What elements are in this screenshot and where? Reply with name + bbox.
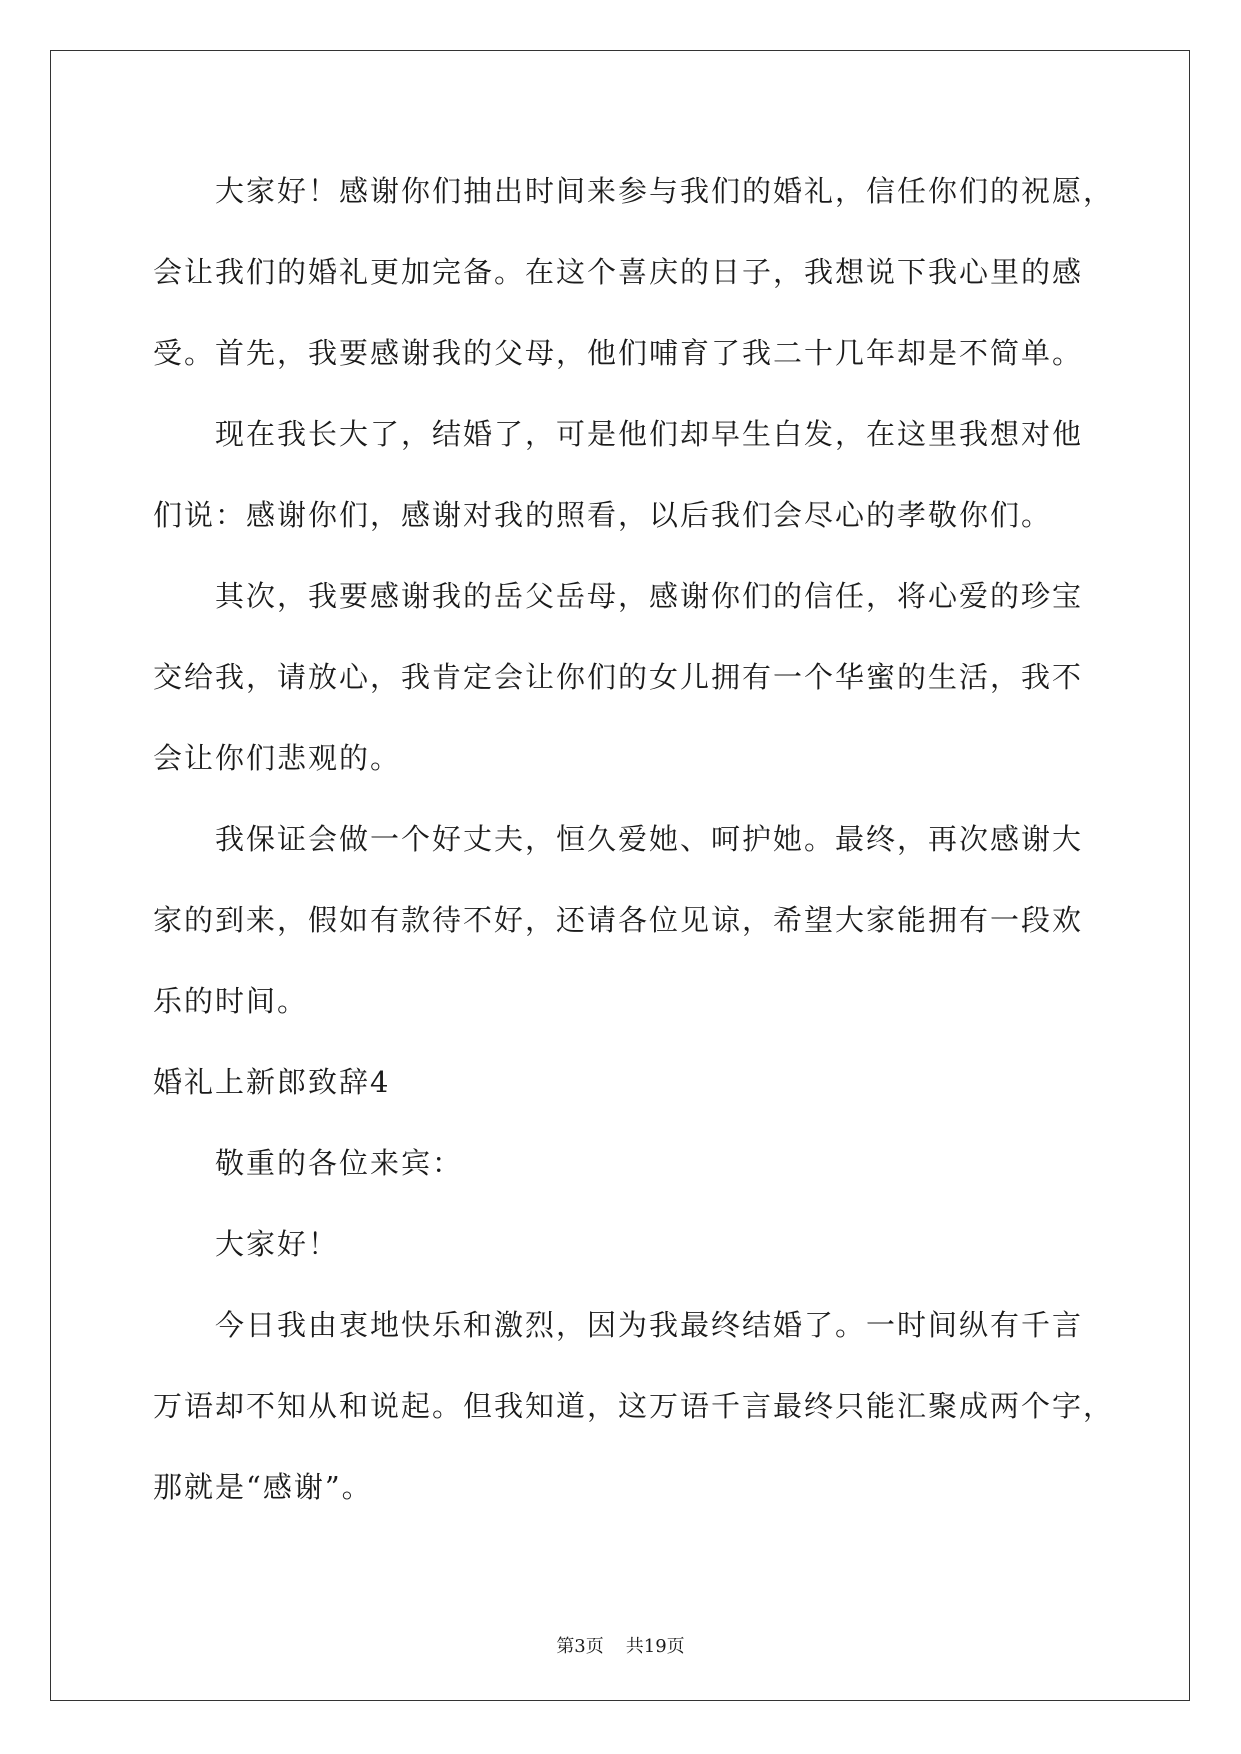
paragraph-line: 受。首先，我要感谢我的父母，他们哺育了我二十几年却是不简单。 [153,336,1084,370]
paragraph-line: 今日我由衷地快乐和激烈，因为我最终结婚了。一时间纵有千言 [215,1308,1084,1342]
paragraph-line: 我保证会做一个好丈夫，恒久爱她、呵护她。最终，再次感谢大 [215,822,1084,856]
page-border [50,50,1190,1701]
paragraph-line: 其次，我要感谢我的岳父岳母，感谢你们的信任，将心爱的珍宝 [215,579,1084,613]
paragraph-line: 会让我们的婚礼更加完备。在这个喜庆的日子，我想说下我心里的感 [153,255,1084,289]
page-number: 第3页 [556,1636,604,1657]
paragraph-line: 万语却不知从和说起。但我知道，这万语千言最终只能汇聚成两个字， [153,1389,1115,1423]
paragraph-line: 乐的时间。 [153,984,309,1018]
section-heading: 婚礼上新郎致辞4 [153,1065,391,1099]
paragraph-line: 大家好！感谢你们抽出时间来参与我们的婚礼，信任你们的祝愿， [215,174,1115,208]
paragraph-line: 会让你们悲观的。 [153,741,402,775]
paragraph-line: 家的到来，假如有款待不好，还请各位见谅，希望大家能拥有一段欢 [153,903,1084,937]
paragraph-line: 现在我长大了，结婚了，可是他们却早生白发，在这里我想对他 [215,417,1084,451]
paragraph-line: 那就是“感谢”。 [153,1470,373,1504]
greeting: 大家好！ [215,1227,340,1261]
page-footer [0,1632,1241,1658]
total-pages: 共19页 [625,1636,685,1657]
paragraph-line: 交给我，请放心，我肯定会让你们的女儿拥有一个华蜜的生活，我不 [153,660,1084,694]
paragraph-line: 们说：感谢你们，感谢对我的照看，以后我们会尽心的孝敬你们。 [153,498,1053,532]
salutation: 敬重的各位来宾： [215,1146,464,1180]
